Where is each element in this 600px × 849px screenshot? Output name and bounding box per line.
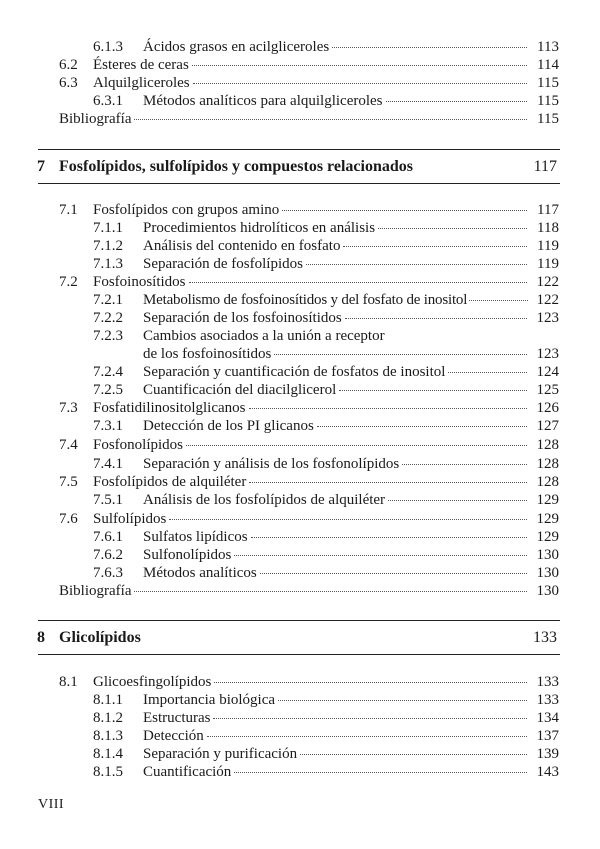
entry-page: 119 — [537, 238, 559, 254]
entry-page: 139 — [536, 746, 559, 762]
entry-title: Métodos analíticos — [143, 565, 257, 581]
entry-page: 115 — [537, 75, 559, 91]
entry-title: Fosfonolípidos — [93, 437, 184, 453]
entry-title: Bibliografía — [59, 583, 132, 599]
dot-leader — [469, 288, 528, 301]
entry-number: 8.1 — [59, 674, 78, 690]
entry-title: Análisis de los fosfolípidos de alquiléter — [143, 492, 386, 508]
entry-title: Ácidos grasos en acilgliceroles — [143, 39, 330, 55]
entry-page: 128 — [536, 437, 559, 453]
toc-entry-8-1-5 — [0, 763, 600, 781]
dot-leader — [189, 270, 527, 283]
entry-page: 114 — [537, 57, 559, 73]
dot-leader — [317, 414, 527, 427]
entry-title: Detección de los PI glicanos — [143, 418, 314, 434]
dot-leader — [234, 760, 527, 773]
entry-page: 123 — [536, 346, 559, 362]
entry-number: 7.6.1 — [93, 529, 123, 545]
entry-number: 7.6 — [59, 511, 78, 527]
dot-leader — [332, 35, 527, 48]
entry-title: Metabolismo de fosfoinosítidos y del fosfato de inositol — [143, 292, 468, 308]
entry-title: Ésteres de ceras — [93, 57, 189, 73]
entry-page: 137 — [536, 728, 559, 744]
entry-number: 7.2 — [59, 274, 78, 290]
dot-leader — [388, 488, 527, 501]
entry-number: 7.1.1 — [93, 220, 123, 236]
entry-page: 133 — [536, 674, 559, 690]
toc-entry-bibliography-6 — [0, 110, 600, 128]
chapter-title: Glicolípidos — [59, 629, 141, 646]
entry-title: Sulfatos lipídicos — [143, 529, 248, 545]
entry-page: 122 — [536, 292, 559, 308]
entry-title: Alquilgliceroles — [93, 75, 190, 91]
entry-title: Importancia biológica — [143, 692, 276, 708]
chapter-number: 8 — [37, 629, 45, 646]
toc-entry-7-2-2 — [0, 309, 600, 327]
chapter-number: 7 — [37, 158, 45, 175]
entry-number: 6.1.3 — [93, 39, 123, 55]
dot-leader — [214, 670, 527, 683]
dot-leader — [274, 342, 527, 355]
entry-number: 7.4 — [59, 437, 78, 453]
entry-page: 127 — [536, 418, 559, 434]
entry-title: Fosfolípidos con grupos amino — [93, 202, 280, 218]
entry-number: 7.2.3 — [93, 328, 123, 344]
dot-leader — [306, 252, 527, 265]
entry-page: 113 — [537, 39, 559, 55]
entry-number: 7.2.2 — [93, 310, 123, 326]
entry-page: 118 — [537, 220, 559, 236]
entry-title: Cambios asociados a la unión a receptor — [143, 328, 385, 344]
entry-page: 129 — [536, 511, 559, 527]
chapter-8-bottom-rule — [38, 654, 560, 655]
entry-page: 115 — [537, 111, 559, 127]
dot-leader — [192, 53, 527, 66]
dot-leader — [260, 561, 527, 574]
entry-page: 128 — [536, 456, 559, 472]
entry-page: 143 — [536, 764, 559, 780]
entry-title: Análisis del contenido en fosfato — [143, 238, 341, 254]
entry-title: Sulfonolípidos — [143, 547, 232, 563]
entry-number: 7.2.1 — [93, 292, 123, 308]
dot-leader — [378, 216, 527, 229]
entry-page: 133 — [536, 692, 559, 708]
dot-leader — [134, 107, 527, 120]
entry-page: 122 — [536, 274, 559, 290]
dot-leader — [134, 579, 527, 592]
dot-leader — [386, 89, 527, 102]
dot-leader — [169, 507, 527, 520]
entry-page: 124 — [536, 364, 559, 380]
entry-title: Cuantificación — [143, 764, 232, 780]
dot-leader — [249, 470, 527, 483]
dot-leader — [249, 396, 528, 409]
chapter-title: Fosfolípidos, sulfolípidos y compuestos relacionados — [59, 158, 413, 175]
entry-title: Detección — [143, 728, 204, 744]
entry-title: Separación y cuantificación de fosfatos de inositol — [143, 364, 446, 380]
dot-leader — [339, 378, 527, 391]
entry-title: Sulfolípidos — [93, 511, 167, 527]
entry-number: 8.1.1 — [93, 692, 123, 708]
entry-title: Glicoesfingolípidos — [93, 674, 212, 690]
dot-leader — [300, 742, 527, 755]
entry-title: Fosfatidilinositolglicanos — [93, 400, 246, 416]
entry-page: 130 — [536, 565, 559, 581]
chapter-page: 133 — [533, 629, 557, 646]
entry-number: 8.1.2 — [93, 710, 123, 726]
dot-leader — [186, 433, 527, 446]
entry-number: 7.5 — [59, 474, 78, 490]
chapter-page: 117 — [533, 158, 557, 175]
toc-entry-bibliography-7 — [0, 582, 600, 600]
entry-title: Separación de los fosfoinosítidos — [143, 310, 342, 326]
entry-page: 129 — [536, 529, 559, 545]
entry-number: 7.2.5 — [93, 382, 123, 398]
entry-page: 129 — [536, 492, 559, 508]
entry-number: 7.6.3 — [93, 565, 123, 581]
entry-title: Fosfoinosítidos — [93, 274, 186, 290]
entry-page: 130 — [536, 583, 559, 599]
entry-page: 128 — [536, 474, 559, 490]
entry-number: 7.1 — [59, 202, 78, 218]
dot-leader — [402, 452, 527, 465]
entry-title: Procedimientos hidrolíticos en análisis — [143, 220, 376, 236]
entry-page: 117 — [537, 202, 559, 218]
chapter-8-top-rule — [38, 620, 560, 621]
entry-title: Métodos analíticos para alquilgliceroles — [143, 93, 383, 109]
entry-title: Estructuras — [143, 710, 211, 726]
entry-number: 7.6.2 — [93, 547, 123, 563]
entry-number: 7.4.1 — [93, 456, 123, 472]
entry-number: 7.5.1 — [93, 492, 123, 508]
entry-title: Separación y análisis de los fosfonolípidos — [143, 456, 400, 472]
chapter-7-heading — [0, 157, 600, 177]
entry-number: 7.1.3 — [93, 256, 123, 272]
dot-leader — [193, 71, 527, 84]
entry-number: 6.3.1 — [93, 93, 123, 109]
entry-page: 126 — [536, 400, 559, 416]
dot-leader — [251, 525, 527, 538]
entry-number: 7.1.2 — [93, 238, 123, 254]
entry-number: 7.2.4 — [93, 364, 123, 380]
entry-number: 7.3.1 — [93, 418, 123, 434]
dot-leader — [448, 360, 527, 373]
entry-title: Bibliografía — [59, 111, 132, 127]
dot-leader — [213, 706, 527, 719]
chapter-7-top-rule — [38, 149, 560, 150]
entry-number: 8.1.4 — [93, 746, 123, 762]
entry-title: Separación de fosfolípidos — [143, 256, 303, 272]
entry-title: Fosfolípidos de alquiléter — [93, 474, 247, 490]
entry-number: 6.3 — [59, 75, 78, 91]
dot-leader — [282, 198, 527, 211]
entry-page: 119 — [537, 256, 559, 272]
chapter-7-bottom-rule — [38, 183, 560, 184]
page-number-footer: VIII — [38, 797, 65, 812]
dot-leader — [234, 543, 527, 556]
entry-page: 115 — [537, 93, 559, 109]
entry-number: 6.2 — [59, 57, 78, 73]
entry-number: 8.1.5 — [93, 764, 123, 780]
entry-title: de los fosfoinosítidos — [143, 346, 272, 362]
dot-leader — [345, 306, 527, 319]
entry-page: 130 — [536, 547, 559, 563]
dot-leader — [207, 724, 527, 737]
entry-page: 125 — [536, 382, 559, 398]
dot-leader — [278, 688, 527, 701]
entry-title: Separación y purificación — [143, 746, 298, 762]
entry-number: 7.3 — [59, 400, 78, 416]
entry-number: 8.1.3 — [93, 728, 123, 744]
entry-page: 134 — [536, 710, 559, 726]
entry-title: Cuantificación del diacilglicerol — [143, 382, 337, 398]
dot-leader — [343, 234, 527, 247]
chapter-8-heading — [0, 628, 600, 648]
entry-page: 123 — [536, 310, 559, 326]
